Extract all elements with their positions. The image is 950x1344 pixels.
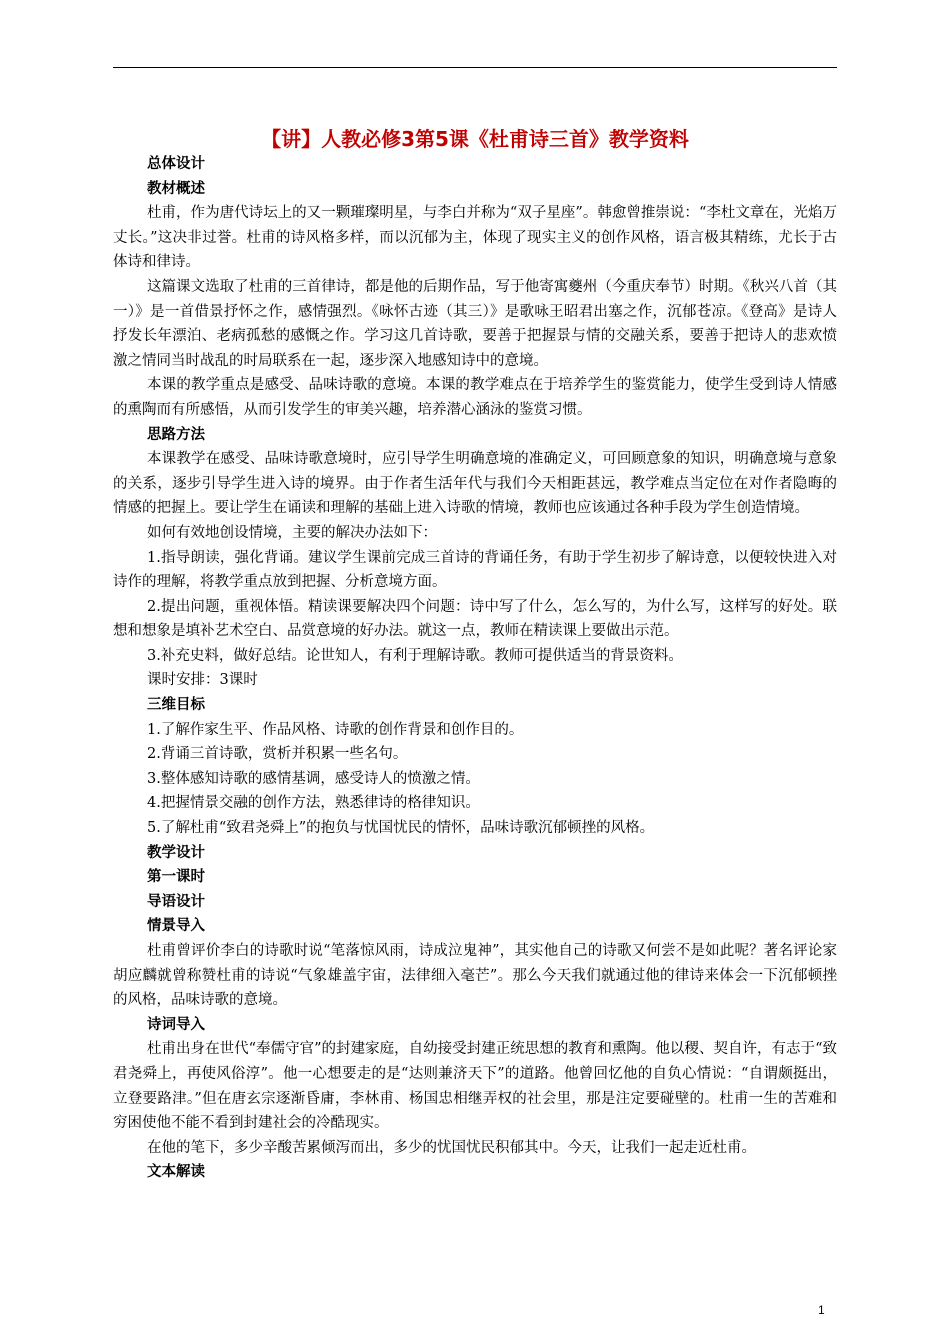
paragraph: 杜甫曾评价李白的诗歌时说“笔落惊风雨，诗成泣鬼神”，其实他自己的诗歌又何尝不是如此呢？著名评论家胡应麟就曾称赞杜甫的诗说“气象雄盖宇宙，法律细入毫芒”。那么今天我们就通过他的律诗来体会一下沉郁顿挫的风格，品味诗歌的意境。 xyxy=(113,943,837,1009)
paragraph: 如何有效地创设情境，主要的解决办法如下： xyxy=(147,524,437,541)
paragraph: 2.提出问题，重视体悟。精读课要解决四个问题：诗中写了什么，怎么写的，为什么写，这样写的好处。联想和想象是填补艺术空白、品赏意境的好办法。就这一点，教师在精读课上要做出示范。 xyxy=(113,598,837,640)
section-heading: 教材概述 xyxy=(147,180,205,197)
paragraph: 3.补充史料，做好总结。论世知人，有利于理解诗歌。教师可提供适当的背景资料。 xyxy=(147,647,683,664)
paragraph: 本课的教学重点是感受、品味诗歌的意境。本课的教学难点在于培养学生的鉴赏能力，使学生受到诗人情感的熏陶而有所感悟，从而引发学生的审美兴趣，培养潜心涵泳的鉴赏习惯。 xyxy=(113,377,837,418)
section-heading: 思路方法 xyxy=(147,426,205,443)
section-heading: 总体设计 xyxy=(147,156,205,172)
document-title: 【讲】人教必修3第5课《杜甫诗三首》教学资料 xyxy=(261,127,689,151)
paragraph: 杜甫出身在世代“奉儒守官”的封建家庭，自幼接受封建正统思想的教育和熏陶。他以稷、契自许，有志于“致君尧舜上，再使风俗淳”。他一心想要走的是“达则兼济天下”的道路。他曾回忆他的自负心情说：“自谓颇挺出，立登要路津。”但在唐玄宗逐渐昏庸，李林甫、杨国忠相继弄权的社会里，那是注定要碰壁的。杜甫一生的苦难和穷困使他不能不看到封建社会的冷酷现实。 xyxy=(113,1041,837,1132)
paragraph: 1.了解作家生平、作品风格、诗歌的创作背景和创作目的。 xyxy=(147,721,524,738)
paragraph: 这篇课文选取了杜甫的三首律诗，都是他的后期作品，写于他寄寓夔州（今重庆奉节）时期。《秋兴八首（其一）》是一首借景抒怀之作，感情强烈。《咏怀古迹（其三）》是歌咏王昭君出塞之作，沉郁苍凉。《登高》是诗人抒发长年漂泊、老病孤愁的感慨之作。学习这几首诗歌，要善于把握景与情的交融关系，要善于把诗人的悲欢愤激之情同当时战乱的时局联系在一起，逐步深入地感知诗中的意境。 xyxy=(113,278,837,369)
document-body xyxy=(113,152,837,1185)
paragraph: 3.整体感知诗歌的感情基调，感受诗人的愤激之情。 xyxy=(147,770,480,787)
paragraph: 4.把握情景交融的创作方法，熟悉律诗的格律知识。 xyxy=(147,795,480,812)
paragraph: 2.背诵三首诗歌，赏析并积累一些名句。 xyxy=(147,746,408,763)
paragraph: 本课教学在感受、品味诗歌意境时，应引导学生明确意境的准确定义，可回顾意象的知识，明确意境与意象的关系，逐步引导学生进入诗的境界。由于作者生活年代与我们今天相距甚远，教学难点当定位在对作者隐晦的情感的把握上。要让学生在诵读和理解的基础上进入诗歌的情境，教师也应该通过各种手段为学生创造情境。 xyxy=(113,451,837,517)
section-heading: 教学设计 xyxy=(147,844,205,861)
paragraph: 在他的笔下，多少辛酸苦累倾泻而出，多少的忧国忧民积郁其中。今天，让我们一起走近杜甫。 xyxy=(147,1139,756,1156)
page-number: 1 xyxy=(818,1303,825,1317)
section-heading: 文本解读 xyxy=(147,1164,205,1181)
section-heading: 情景导入 xyxy=(147,918,205,935)
section-heading: 诗词导入 xyxy=(147,1016,205,1033)
paragraph: 杜甫，作为唐代诗坛上的又一颗璀璨明星，与李白并称为“双子星座”。韩愈曾推崇说：“李杜文章在，光焰万丈长。”这决非过誉。杜甫的诗风格多样，而以沉郁为主，体现了现实主义的创作风格，语言极其精练，尤长于古体诗和律诗。 xyxy=(113,205,837,271)
header-rule xyxy=(113,67,837,68)
paragraph: 1.指导朗读，强化背诵。建议学生课前完成三首诗的背诵任务，有助于学生初步了解诗意，以便较快进入对诗作的理解，将教学重点放到把握、分析意境方面。 xyxy=(113,549,837,591)
paragraph: 课时安排：3课时 xyxy=(147,672,258,689)
section-heading: 导语设计 xyxy=(147,893,205,910)
paragraph: 5.了解杜甫“致君尧舜上”的抱负与忧国忧民的情怀，品味诗歌沉郁顿挫的风格。 xyxy=(147,820,655,837)
section-heading: 第一课时 xyxy=(147,869,205,886)
section-heading: 三维目标 xyxy=(147,697,205,714)
